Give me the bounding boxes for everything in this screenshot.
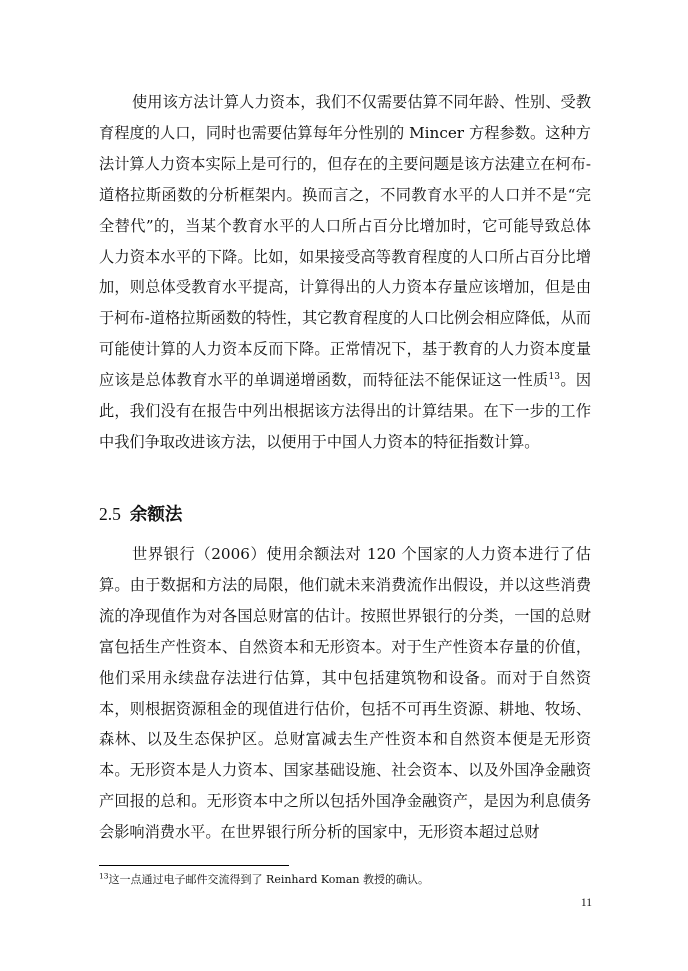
footnote-divider [99,865,289,866]
footnote [99,872,429,888]
footnote-marker: 13 [99,871,109,881]
paragraph-text: 使用该方法计算人力资本，我们不仅需要估算不同年龄、性别、受教育程度的人口，同时也需要估算每年分性别的 Mincer 方程参数。这种方法计算人力资本实际上是可行的，但存在的主要问题是该方法建立在柯布-道格拉斯函数的分析框架内。换而言之，不同教育水平的人口并不是“完全替代”的，当某个教育水平的人口所占百分比增加时，它可能导致总体人力资本水平的下降。比如，如果接受高等教育程度的人口所占百分比增加，则总体受教育水平提高，计算得出的人力资本存量应该增加，但是由于柯布-道格拉斯函数的特性，其它教育程度的人口比例会相应降低，从而可能使计算的人力资本反而下降。正常情况下，基于教育的人力资本度量应该是总体教育水平的单调递增函数，而特征法不能保证这一性质 [99,93,591,390]
section-heading [99,500,182,529]
body-paragraph: 世界银行（2006）使用余额法对 120 个国家的人力资本进行了估算。由于数据和方法的局限，他们就未来消费流作出假设，并以这些消费流的净现值作为对各国总财富的估计。按照世界银行的分类，一国的总财富包括生产性资本、自然资本和无形资本。对于生产性资本存量的价值，他们采用永续盘存法进行估算，其中包括建筑物和设备。而对于自然资本，则根据资源租金的现值进行估价，包括不可再生资源、耕地、牧场、森林、以及生态保护区。总财富减去生产性资本和自然资本便是无形资本。无形资本是人力资本、国家基础设施、社会资本、以及外国净金融资产回报的总和。无形资本中之所以包括外国净金融资产，是因为利息债务会影响消费水平。在世界银行所分析的国家中，无形资本超过总财 [99,545,591,842]
section-number: 2.5 [99,504,121,524]
footnote-text: 这一点通过电子邮件交流得到了 Reinhard Koman 教授的确认。 [108,873,429,886]
footnote-reference[interactable]: 13 [548,372,560,383]
page-number: 11 [580,897,592,909]
paragraph-text-continued: 。因此，我们没有在报告中列出根据该方法得出的计算结果。在下一步的工作中我们争取改进该方法，以便用于中国人力资本的特征指数计算。 [99,371,592,451]
section-title: 余额法 [129,505,183,525]
body-paragraph [99,87,591,458]
